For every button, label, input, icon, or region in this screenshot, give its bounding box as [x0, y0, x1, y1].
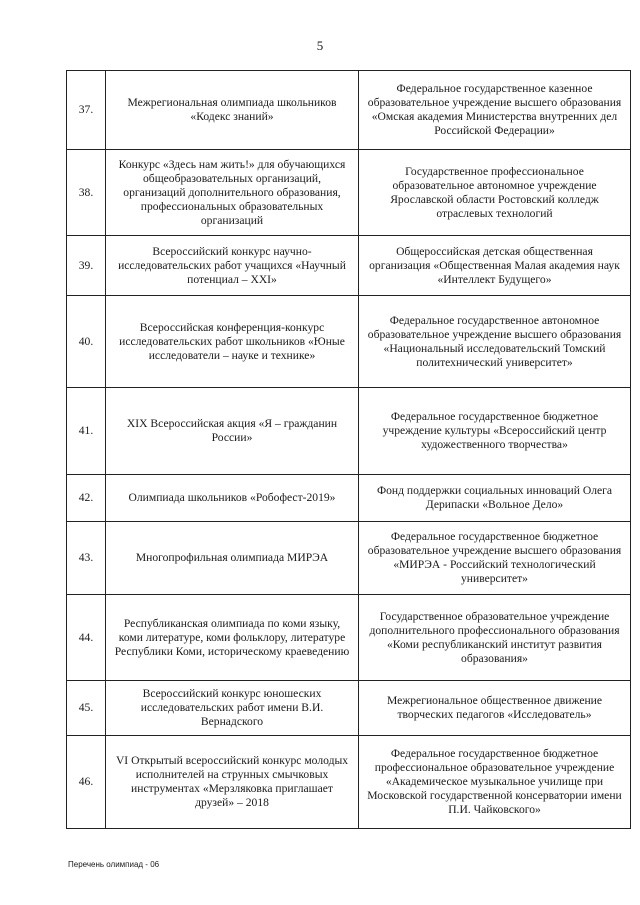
- table-row: [67, 236, 631, 296]
- olympiad-name: Всероссийский конкурс научно-исследовательских работ учащихся «Научный потенциал – XXI»: [106, 236, 359, 296]
- olympiad-table: [66, 70, 631, 829]
- table-row: [67, 296, 631, 388]
- organizer-name: Фонд поддержки социальных инноваций Олега Дерипаски «Вольное Дело»: [359, 475, 631, 522]
- row-number: 40.: [67, 296, 106, 388]
- organizer-name: Межрегиональное общественное движение творческих педагогов «Исследователь»: [359, 681, 631, 736]
- table-row: [67, 681, 631, 736]
- organizer-name: Федеральное государственное бюджетное учреждение культуры «Всероссийский центр художественного творчества»: [359, 388, 631, 475]
- footer-label: Перечень олимпиад - 06: [68, 860, 160, 869]
- olympiad-name: VI Открытый всероссийский конкурс молодых исполнителей на струнных смычковых инструментах «Мерзляковка приглашает друзей» – 2018: [106, 736, 359, 829]
- row-number: 43.: [67, 522, 106, 595]
- olympiad-name: XIX Всероссийская акция «Я – гражданин России»: [106, 388, 359, 475]
- organizer-name: Государственное образовательное учреждение дополнительного профессионального образования «Коми республиканский институт развития образования»: [359, 595, 631, 681]
- olympiad-name: Всероссийская конференция-конкурс исследовательских работ школьников «Юные исследователи – науке и технике»: [106, 296, 359, 388]
- table-row: [67, 150, 631, 236]
- row-number: 38.: [67, 150, 106, 236]
- row-number: 46.: [67, 736, 106, 829]
- olympiad-name: Республиканская олимпиада по коми языку, коми литературе, коми фольклору, литературе Республики Коми, историческому краеведению: [106, 595, 359, 681]
- olympiad-name: Конкурс «Здесь нам жить!» для обучающихся общеобразовательных организаций, организаций дополнительного образования, профессиональных образовательных организаций: [106, 150, 359, 236]
- olympiad-name: Всероссийский конкурс юношеских исследовательских работ имени В.И. Вернадского: [106, 681, 359, 736]
- row-number: 39.: [67, 236, 106, 296]
- row-number: 41.: [67, 388, 106, 475]
- olympiad-name: Многопрофильная олимпиада МИРЭА: [106, 522, 359, 595]
- page-number: 5: [316, 38, 324, 53]
- table-row: [67, 595, 631, 681]
- organizer-name: Общероссийская детская общественная организация «Общественная Малая академия наук «Интеллект Будущего»: [359, 236, 631, 296]
- row-number: 42.: [67, 475, 106, 522]
- table-row: [67, 71, 631, 150]
- olympiad-name: Олимпиада школьников «Робофест-2019»: [106, 475, 359, 522]
- organizer-name: Федеральное государственное казенное образовательное учреждение высшего образования «Омская академия Министерства внутренних дел Российской Федерации»: [359, 71, 631, 150]
- row-number: 37.: [67, 71, 106, 150]
- row-number: 45.: [67, 681, 106, 736]
- olympiad-name: Межрегиональная олимпиада школьников «Кодекс знаний»: [106, 71, 359, 150]
- organizer-name: Федеральное государственное бюджетное профессиональное образовательное учреждение «Академическое музыкальное училище при Московской государственной консерватории имени П.И. Чайковского»: [359, 736, 631, 829]
- table-row: [67, 522, 631, 595]
- row-number: 44.: [67, 595, 106, 681]
- organizer-name: Федеральное государственное автономное образовательное учреждение высшего образования «Национальный исследовательский Томский политехнический университет»: [359, 296, 631, 388]
- organizer-name: Федеральное государственное бюджетное образовательное учреждение высшего образования «МИРЭА - Российский технологический университет»: [359, 522, 631, 595]
- organizer-name: Государственное профессиональное образовательное автономное учреждение Ярославской области Ростовский колледж отраслевых технологий: [359, 150, 631, 236]
- table-row: [67, 475, 631, 522]
- table-row: [67, 388, 631, 475]
- table-row: [67, 736, 631, 829]
